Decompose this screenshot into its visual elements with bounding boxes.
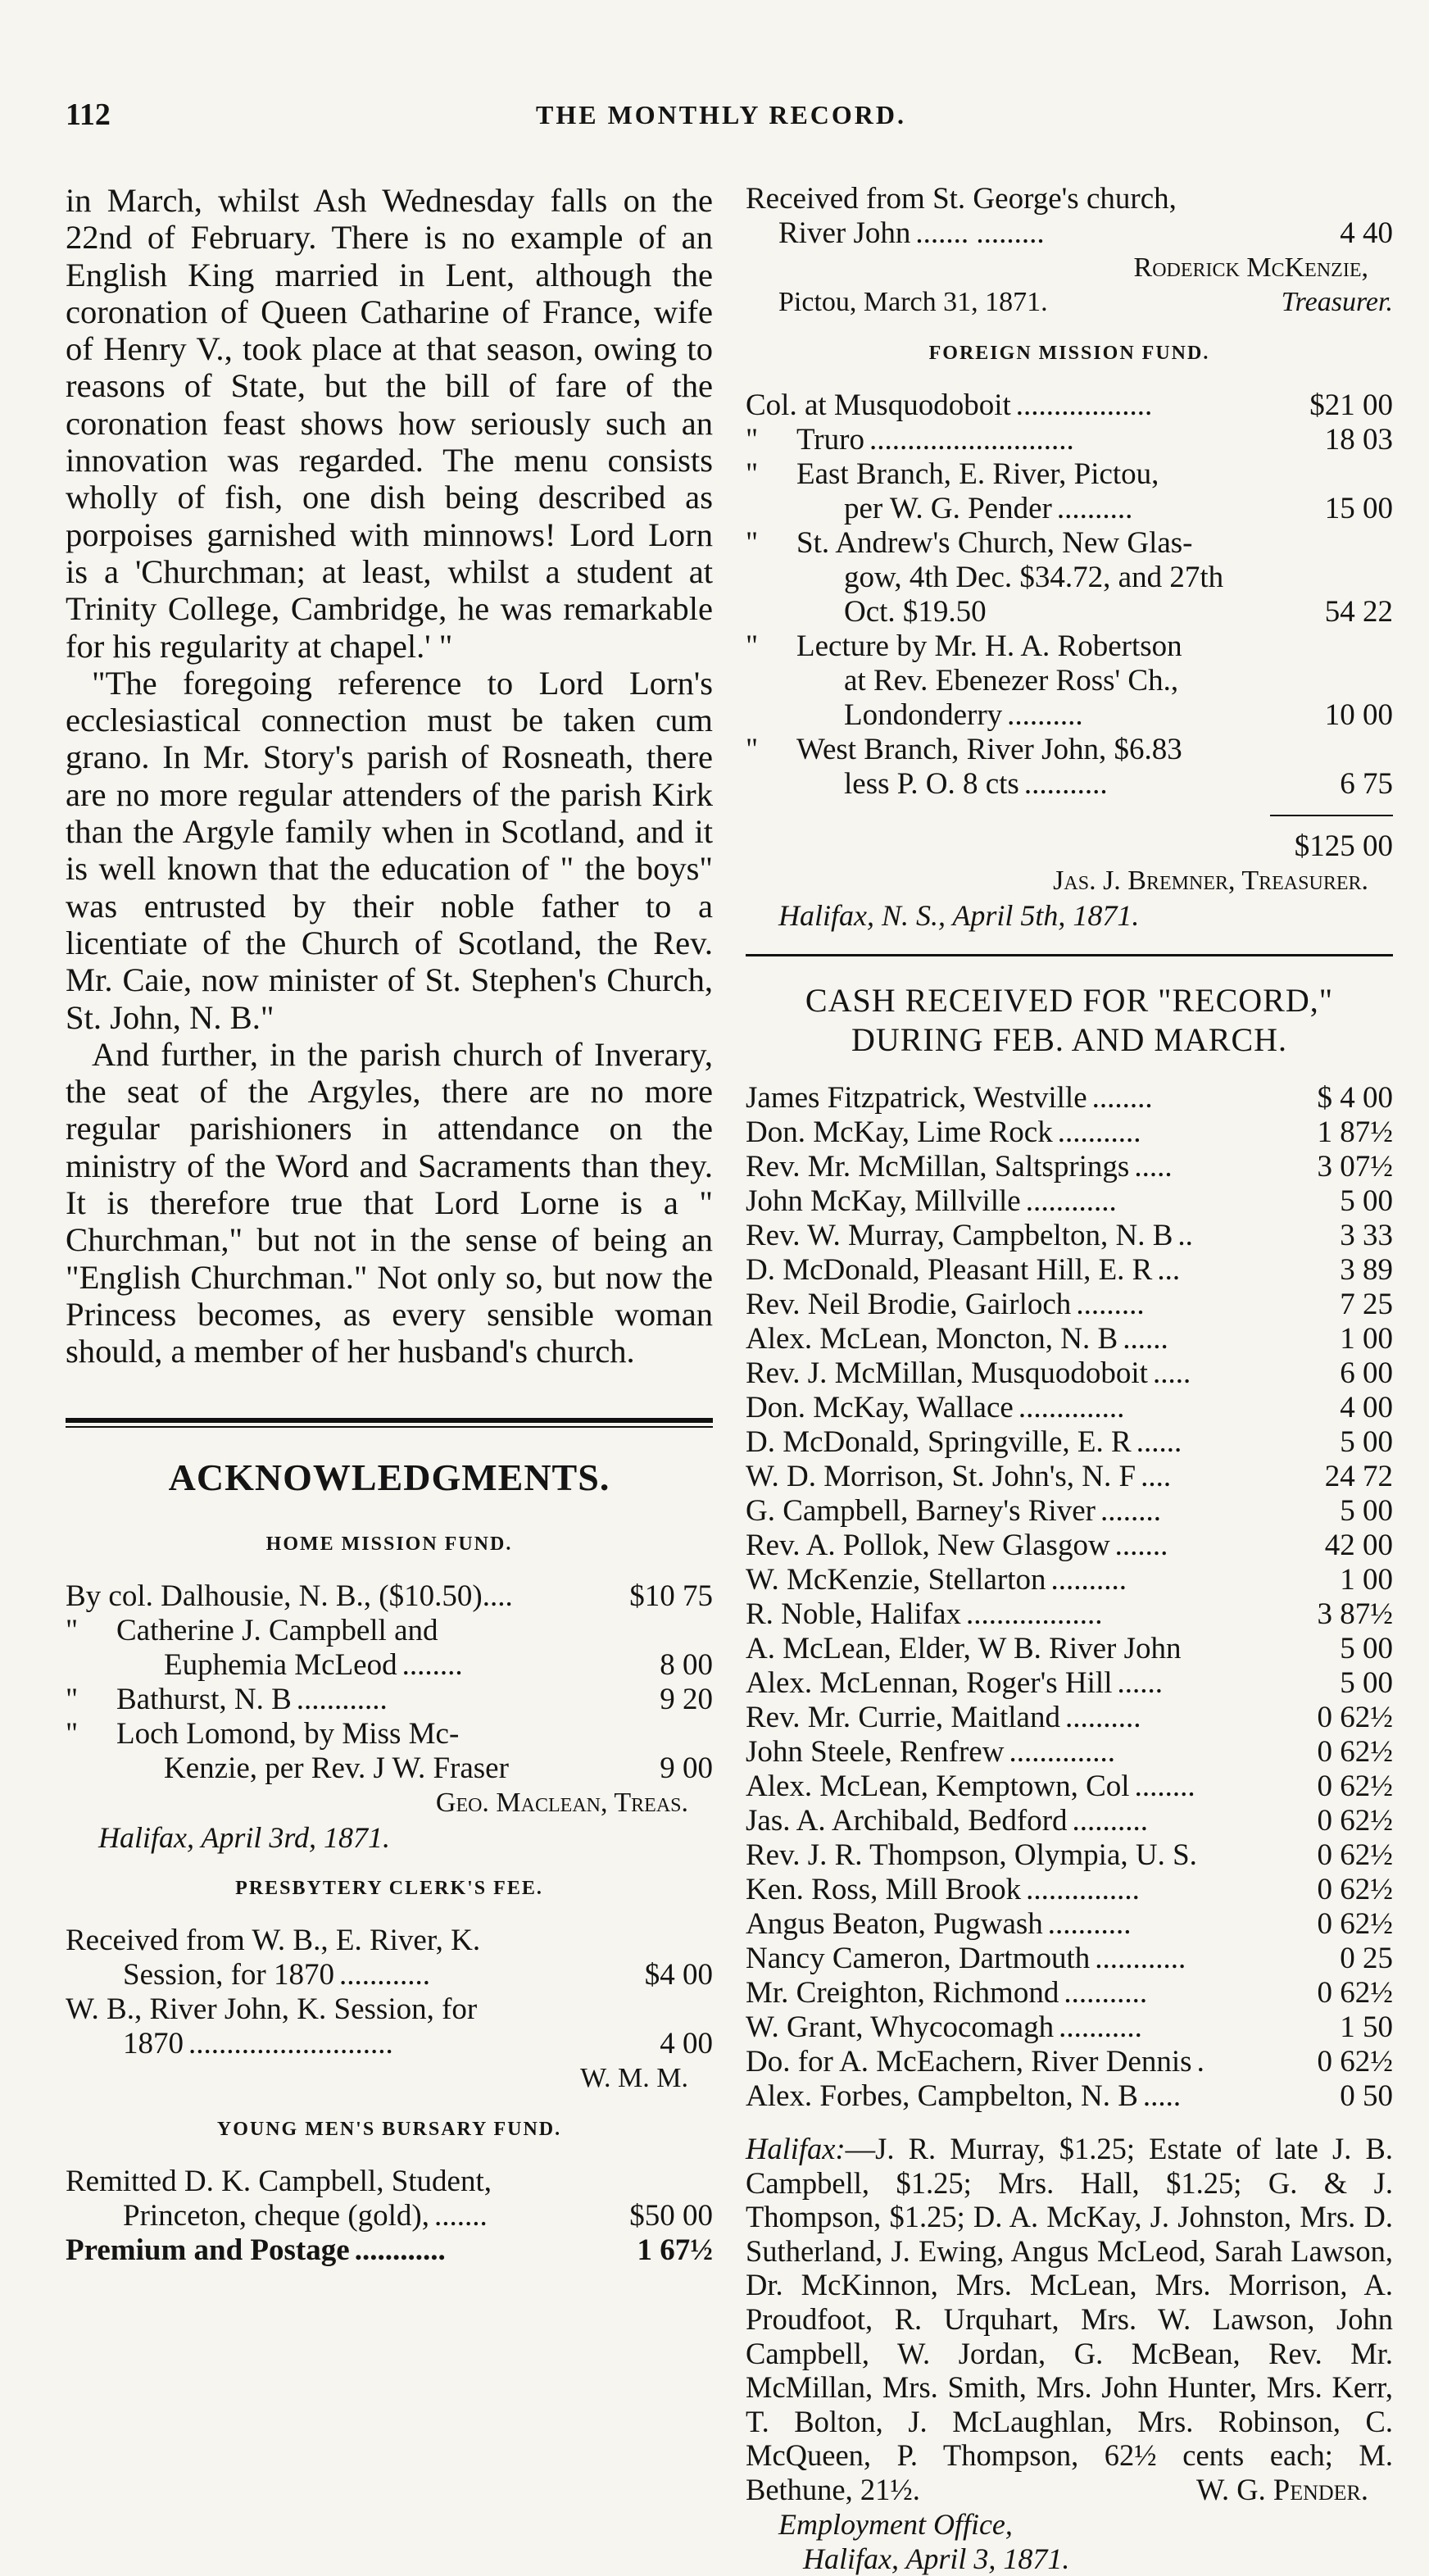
leader-dots: ..................	[1015, 388, 1153, 422]
ledger-row	[746, 561, 1393, 595]
fund-title: PRESBYTERY CLERK'S FEE.	[235, 1877, 543, 1899]
entry-amount: $4 00	[644, 1957, 713, 1992]
entry-text: Lecture by Mr. H. A. Robertson	[796, 629, 1182, 663]
signature: W. G. Pender.	[1195, 2472, 1368, 2506]
signature: W. M. M.	[580, 2062, 688, 2093]
donor-name: John Steele, Renfrew	[746, 1735, 1005, 1769]
cash-row	[746, 2079, 1393, 2114]
leader-dots: .....	[1142, 2079, 1182, 2113]
ledger-row	[66, 1958, 713, 1992]
donor-name: Ken. Ross, Mill Brook	[746, 1873, 1022, 1906]
cash-row	[746, 1666, 1393, 1701]
donor-name: Alex. McLennan, Roger's Hill	[746, 1666, 1113, 1700]
cash-row	[746, 1115, 1393, 1150]
donation-amount: 5 00	[1340, 1425, 1393, 1459]
place-date-row	[746, 285, 1393, 320]
ledger-row	[66, 1579, 713, 1614]
donor-name: R. Noble, Halifax	[746, 1597, 962, 1631]
ledger-row	[66, 1924, 713, 1958]
st-georges-receipt	[746, 182, 1393, 320]
ledger-row	[66, 1992, 713, 2027]
leader-dots: ..........	[1056, 492, 1133, 525]
divider	[66, 1418, 713, 1423]
cash-row	[746, 1219, 1393, 1253]
donor-name: Do. for A. McEachern, River Dennis	[746, 2045, 1192, 2079]
cash-row	[746, 1563, 1393, 1597]
leader-dots: ............	[338, 1957, 430, 1992]
leader-dots: .	[1196, 2045, 1204, 2079]
entry-text: Truro	[796, 423, 864, 457]
leader-dots: ..............	[1009, 1735, 1115, 1769]
divider	[66, 1426, 713, 1428]
donor-name: Alex. McLean, Moncton, N. B	[746, 1322, 1118, 1356]
donor-name: G. Campbell, Barney's River	[746, 1494, 1096, 1528]
leader-dots: ......	[1123, 1322, 1168, 1356]
entry-text: Euphemia McLeod	[164, 1647, 397, 1682]
leader-dots: ..........	[1050, 1563, 1127, 1597]
cash-row	[746, 1288, 1393, 1322]
donation-amount: 5 00	[1340, 1494, 1393, 1528]
donation-amount: 5 00	[1340, 1184, 1393, 1218]
donor-name: D. McDonald, Pleasant Hill, E. R	[746, 1253, 1153, 1287]
cash-received-list	[746, 1081, 1393, 2114]
entry-amount: $50 00	[629, 2198, 713, 2233]
donation-amount: 0 62½	[1317, 1976, 1393, 2010]
leader-dots: .......	[434, 2198, 488, 2233]
entry-text: By col. Dalhousie, N. B., ($10.50)....	[66, 1579, 513, 1613]
entry-amount: 9 00	[660, 1751, 713, 1785]
entry-amount: 9 20	[660, 1682, 713, 1716]
cash-row	[746, 1150, 1393, 1184]
entry-amount: 8 00	[660, 1647, 713, 1682]
entry-amount: $21 00	[1309, 388, 1393, 422]
ledger-row	[66, 1648, 713, 1683]
total-rule	[1270, 815, 1393, 816]
donor-name: W. D. Morrison, St. John's, N. F	[746, 1460, 1136, 1493]
entry-amount: 15 00	[1324, 492, 1393, 525]
donor-name: Rev. J. McMillan, Musquodoboit	[746, 1356, 1148, 1390]
leader-dots: ............	[1095, 1942, 1186, 1975]
cash-row	[746, 1804, 1393, 1838]
leader-dots: ........	[401, 1647, 463, 1682]
ledger-row	[746, 664, 1393, 698]
foreign-mission-fund	[746, 336, 1393, 933]
ditto-mark: "	[746, 733, 759, 766]
donation-amount: 0 50	[1340, 2079, 1393, 2113]
donation-amount: 3 33	[1340, 1219, 1393, 1252]
left-column	[66, 182, 713, 2268]
donation-amount: 3 07½	[1317, 1150, 1393, 1184]
cash-row	[746, 1873, 1393, 1907]
donor-name: Alex. Forbes, Campbelton, N. B	[746, 2079, 1138, 2113]
entry-amount: 54 22	[1324, 595, 1393, 629]
entry-amount: 10 00	[1324, 698, 1393, 732]
entry-text: less P. O. 8 cts	[844, 767, 1019, 801]
ledger-row	[66, 2199, 713, 2233]
donation-amount: $ 4 00	[1317, 1081, 1393, 1115]
leader-dots: ........	[1091, 1081, 1153, 1115]
entry-text: Oct. $19.50	[844, 595, 987, 629]
ledger-row	[66, 2027, 713, 2061]
leader-dots: ............	[354, 2233, 446, 2267]
leader-dots: ......	[1136, 1425, 1182, 1459]
cash-row	[746, 2010, 1393, 2045]
donation-amount: 42 00	[1324, 1529, 1393, 1562]
donation-amount: 0 62½	[1317, 1907, 1393, 1941]
entry-text: at Rev. Ebenezer Ross' Ch.,	[844, 664, 1179, 697]
cash-row	[746, 2045, 1393, 2079]
cash-row	[746, 1425, 1393, 1460]
page-header	[66, 97, 1377, 146]
ledger-row	[746, 526, 1393, 561]
ledger-row	[746, 182, 1393, 216]
presbytery-clerks-fee	[66, 1871, 713, 2096]
fund-total: $125 00	[1294, 829, 1393, 863]
donation-amount: 0 62½	[1317, 2045, 1393, 2079]
donor-name: Mr. Creighton, Richmond	[746, 1976, 1059, 2010]
ledger-row	[746, 698, 1393, 733]
leader-dots: ..........	[1007, 698, 1083, 732]
entry-text: per W. G. Pender	[844, 492, 1052, 525]
cash-row	[746, 1081, 1393, 1115]
cash-row	[746, 1942, 1393, 1976]
ledger-row	[66, 1717, 713, 1751]
article-text	[66, 182, 713, 1370]
leader-dots: .....	[1134, 1150, 1173, 1184]
entry-amount: 4 40	[1340, 216, 1393, 250]
donor-name: Jas. A. Archibald, Bedford	[746, 1804, 1068, 1838]
leader-dots: ......	[1117, 1666, 1163, 1700]
fund-title: HOME MISSION FUND.	[265, 1533, 513, 1555]
entry-amount: 1 67½	[637, 2233, 713, 2267]
ledger-row	[746, 388, 1393, 423]
leader-dots: .........	[1076, 1288, 1145, 1321]
ledger-row	[66, 2165, 713, 2199]
home-mission-fund	[66, 1527, 713, 1855]
leader-dots: ..........	[1064, 1701, 1141, 1734]
donation-amount: 1 00	[1340, 1563, 1393, 1597]
donation-amount: 7 25	[1340, 1288, 1393, 1321]
entry-text: Received from St. George's church,	[746, 182, 1177, 216]
donation-amount: 1 50	[1340, 2010, 1393, 2044]
acknowledgments-title: ACKNOWLEDGMENTS.	[168, 1456, 610, 1498]
donor-name: James Fitzpatrick, Westville	[746, 1081, 1087, 1115]
donor-name: Angus Beaton, Pugwash	[746, 1907, 1043, 1941]
entry-text: Received from W. B., E. River, K.	[66, 1923, 481, 1957]
donation-amount: 24 72	[1324, 1460, 1393, 1493]
entry-text: West Branch, River John, $6.83	[796, 733, 1182, 766]
entry-text: 1870	[123, 2026, 184, 2060]
divider	[746, 954, 1393, 956]
donor-name: W. Grant, Whycocomagh	[746, 2010, 1055, 2044]
cash-row	[746, 1356, 1393, 1391]
fund-title: YOUNG MEN'S BURSARY FUND.	[216, 2118, 562, 2140]
cash-row	[746, 1632, 1393, 1666]
entry-amount: 6 75	[1340, 767, 1393, 801]
ledger-row	[66, 1683, 713, 1717]
donor-name: John McKay, Millville	[746, 1184, 1021, 1218]
donor-name: Rev. J. R. Thompson, Olympia, U. S.	[746, 1838, 1197, 1872]
leader-dots: ....	[1141, 1460, 1172, 1493]
entry-text: Princeton, cheque (gold),	[123, 2198, 429, 2233]
cash-row	[746, 1701, 1393, 1735]
entry-text: Loch Lomond, by Miss Mc-	[116, 1716, 460, 1751]
leader-dots: ............	[1025, 1184, 1117, 1218]
ditto-mark: "	[746, 423, 759, 457]
entry-text: Remitted D. K. Campbell, Student,	[66, 2164, 492, 2198]
place-date: Halifax, N. S., April 5th, 1871.	[778, 899, 1140, 932]
donor-name: Rev. Neil Brodie, Gairloch	[746, 1288, 1072, 1321]
place-line: Halifax, April 3, 1871.	[803, 2542, 1070, 2575]
donation-amount: 0 62½	[1317, 1873, 1393, 1906]
leader-dots: .......	[1114, 1529, 1168, 1562]
leader-dots: ...	[1157, 1253, 1181, 1287]
cash-row	[746, 1907, 1393, 1942]
ledger-row	[746, 457, 1393, 492]
donation-amount: 3 87½	[1317, 1597, 1393, 1631]
ledger-row	[746, 492, 1393, 526]
entry-text: Londonderry	[844, 698, 1003, 732]
donation-amount: 0 62½	[1317, 1770, 1393, 1803]
donation-amount: 5 00	[1340, 1666, 1393, 1700]
ditto-mark: "	[66, 1716, 79, 1751]
leader-dots: ...............	[1026, 1873, 1140, 1906]
leader-dots: ...........	[1047, 1907, 1132, 1941]
ledger-row	[66, 1614, 713, 1648]
donation-amount: 0 62½	[1317, 1735, 1393, 1769]
entry-amount: $10 75	[629, 1579, 713, 1613]
leader-dots: ........	[1100, 1494, 1161, 1528]
donor-name: Rev. A. Pollok, New Glasgow	[746, 1529, 1110, 1562]
entry-text: Premium and Postage	[66, 2233, 350, 2267]
donation-amount: 5 00	[1340, 1632, 1393, 1665]
fund-title: FOREIGN MISSION FUND.	[928, 343, 1210, 364]
leader-dots: ..........	[1072, 1804, 1149, 1838]
cash-row	[746, 1184, 1393, 1219]
leader-dots: ...........	[1023, 767, 1108, 801]
donor-name: Don. McKay, Wallace	[746, 1391, 1014, 1424]
signature: Jas. J. Bremner, Treasurer.	[1053, 865, 1368, 896]
ledger-row	[746, 629, 1393, 664]
entry-text: Catherine J. Campbell and	[116, 1613, 438, 1647]
entry-text: Col. at Musquodoboit	[746, 388, 1011, 422]
donor-name: Rev. W. Murray, Campbelton, N. B	[746, 1219, 1173, 1252]
signature: Geo. Maclean, Treas.	[435, 1787, 688, 1818]
ledger-row	[746, 767, 1393, 802]
young-mens-bursary-fund	[66, 2112, 713, 2268]
cash-row	[746, 1597, 1393, 1632]
cash-title-line: CASH RECEIVED FOR "RECORD,"	[805, 982, 1334, 1019]
entry-text: Kenzie, per Rev. J W. Fraser	[164, 1751, 509, 1785]
place-date: Halifax, April 3rd, 1871.	[98, 1820, 391, 1854]
ledger-row	[66, 2233, 713, 2268]
cash-row	[746, 1391, 1393, 1425]
ditto-mark: "	[746, 457, 759, 491]
right-column	[746, 182, 1393, 2576]
cash-row	[746, 1770, 1393, 1804]
cash-row	[746, 1322, 1393, 1356]
place-date: Pictou, March 31, 1871.	[778, 287, 1048, 317]
donor-name: Alex. McLean, Kemptown, Col	[746, 1770, 1130, 1803]
donor-name: Rev. Mr. Currie, Maitland	[746, 1701, 1060, 1734]
ledger-row	[746, 733, 1393, 767]
leader-dots: ...........................	[188, 2026, 393, 2060]
donation-amount: 1 87½	[1317, 1115, 1393, 1149]
paragraph: in March, whilst Ash Wednesday falls on the 22nd of February. There is no example of an English King married in Lent, although the coronation of Queen Catharine of France, wife of Henry V., took place at that season, owing to reasons of State, but the bill of fare of the coronation feast shows how seriously such an innovation was regarded. The menu consists wholly of fish, one dish being described as porpoises garnished with minnows! Lord Lorn is a 'Churchman; at least, whilst a student at Trinity College, Cambridge, he was remarkable for his regularity at chapel.' "	[66, 182, 713, 665]
ditto-mark: "	[746, 629, 759, 663]
entry-text: River John	[778, 216, 911, 250]
donor-name: Rev. Mr. McMillan, Saltsprings	[746, 1150, 1130, 1184]
paragraph: "The foregoing reference to Lord Lorn's ecclesiastical connection must be taken cum grano. In Mr. Story's parish of Rosneath, there are no more regular attenders of the parish Kirk than the Argyle family when in Scotland, and it is well known that the education of " the boys" was entrusted by their noble father to a licentiate of the Church of Scotland, the Rev. Mr. Caie, now minister of St. Stephen's Church, St. John, N. B."	[66, 664, 713, 1036]
page-number: 112	[66, 98, 111, 132]
entry-text: East Branch, E. River, Pictou,	[796, 457, 1159, 491]
donation-amount: 0 62½	[1317, 1804, 1393, 1838]
entry-text: Bathurst, N. B	[116, 1682, 292, 1716]
paragraph: And further, in the parish church of Inverary, the seat of the Argyles, there are no more regular parishioners in attendance on the ministry of the Word and Sacraments than they. It is therefore true that Lord Lorne is a " Churchman," but not in the sense of being an "English Churchman." Not only so, but now the Princess becomes, as every sensible woman should, a member of her husband's church.	[66, 1035, 713, 1370]
entry-text: W. B., River John, K. Session, for	[66, 1992, 478, 2026]
cash-row	[746, 1529, 1393, 1563]
leader-dots: ...........	[1059, 2010, 1142, 2044]
donor-name: A. McLean, Elder, W B. River John	[746, 1632, 1182, 1665]
entry-amount: 4 00	[660, 2026, 713, 2060]
summary-place	[746, 2507, 1393, 2576]
cash-title-line: DURING FEB. AND MARCH.	[851, 1021, 1288, 1058]
leader-dots: ..................	[966, 1597, 1103, 1631]
leader-dots: ............	[296, 1682, 388, 1716]
donor-name: Don. McKay, Lime Rock	[746, 1115, 1053, 1149]
signature-role: Treasurer.	[1281, 287, 1393, 317]
ledger-row	[746, 595, 1393, 629]
donor-name: Nancy Cameron, Dartmouth	[746, 1942, 1091, 1975]
leader-dots: ...........	[1064, 1976, 1148, 2010]
halifax-summary	[746, 2132, 1393, 2507]
donation-amount: 0 62½	[1317, 1838, 1393, 1872]
donation-amount: 6 00	[1340, 1356, 1393, 1390]
running-title: THE MONTHLY RECORD.	[535, 100, 906, 129]
donation-amount: 0 25	[1340, 1942, 1393, 1975]
cash-row	[746, 1976, 1393, 2010]
entry-amount: 18 03	[1324, 423, 1393, 457]
leader-dots: ...........	[1057, 1115, 1141, 1149]
ditto-mark: "	[66, 1682, 79, 1716]
leader-dots: .....	[1152, 1356, 1191, 1390]
cash-row	[746, 1735, 1393, 1770]
donation-amount: 1 00	[1340, 1322, 1393, 1356]
leader-dots: ...........................	[869, 423, 1074, 457]
leader-dots: ........	[1134, 1770, 1195, 1803]
ledger-row	[746, 216, 1393, 251]
entry-text: gow, 4th Dec. $34.72, and 27th	[844, 561, 1224, 594]
entry-text: Session, for 1870	[123, 1957, 334, 1992]
summary-text: —J. R. Murray, $1.25; Estate of late J. B. Campbell, $1.25; Mrs. Hall, $1.25; G. & J. Thompson, $1.25; D. A. McKay, J. Johnston, Mrs. D. Sutherland, J. Ewing, Angus McLeod, Sarah Lawson, Dr. McKinnon, Mrs. McLean, Mrs. Morrison, A. Proudfoot, R. Urquhart, Mrs. W. Lawson, John Campbell, W. Jordan, G. McBean, Rev. Mr. McMillan, Mrs. Smith, Mrs. John Hunter, Mrs. Kerr, T. Bolton, J. McLaughlan, Mrs. Robinson, C. McQueen, P. Thompson, 62½ cents each; M. Bethune, 21½.	[746, 2132, 1393, 2506]
donation-amount: 0 62½	[1317, 1701, 1393, 1734]
cash-row	[746, 1460, 1393, 1494]
summary-lead: Halifax:	[746, 2132, 846, 2165]
leader-dots: ....... .........	[915, 216, 1045, 250]
ditto-mark: "	[66, 1613, 79, 1647]
cash-row	[746, 1494, 1393, 1529]
cash-received-title	[746, 981, 1393, 1060]
place-line: Employment Office,	[778, 2507, 1013, 2541]
donor-name: W. McKenzie, Stellarton	[746, 1563, 1046, 1597]
cash-row	[746, 1838, 1393, 1873]
signature: Roderick McKenzie,	[1133, 252, 1368, 283]
donation-amount: 4 00	[1340, 1391, 1393, 1424]
donation-amount: 3 89	[1340, 1253, 1393, 1287]
ditto-mark: "	[746, 526, 759, 560]
donor-name: D. McDonald, Springville, E. R	[746, 1425, 1132, 1459]
cash-row	[746, 1253, 1393, 1288]
ledger-row	[66, 1751, 713, 1786]
leader-dots: ..	[1177, 1219, 1193, 1252]
leader-dots: ..............	[1018, 1391, 1125, 1424]
ledger-row	[746, 423, 1393, 457]
entry-text: St. Andrew's Church, New Glas-	[796, 526, 1193, 560]
